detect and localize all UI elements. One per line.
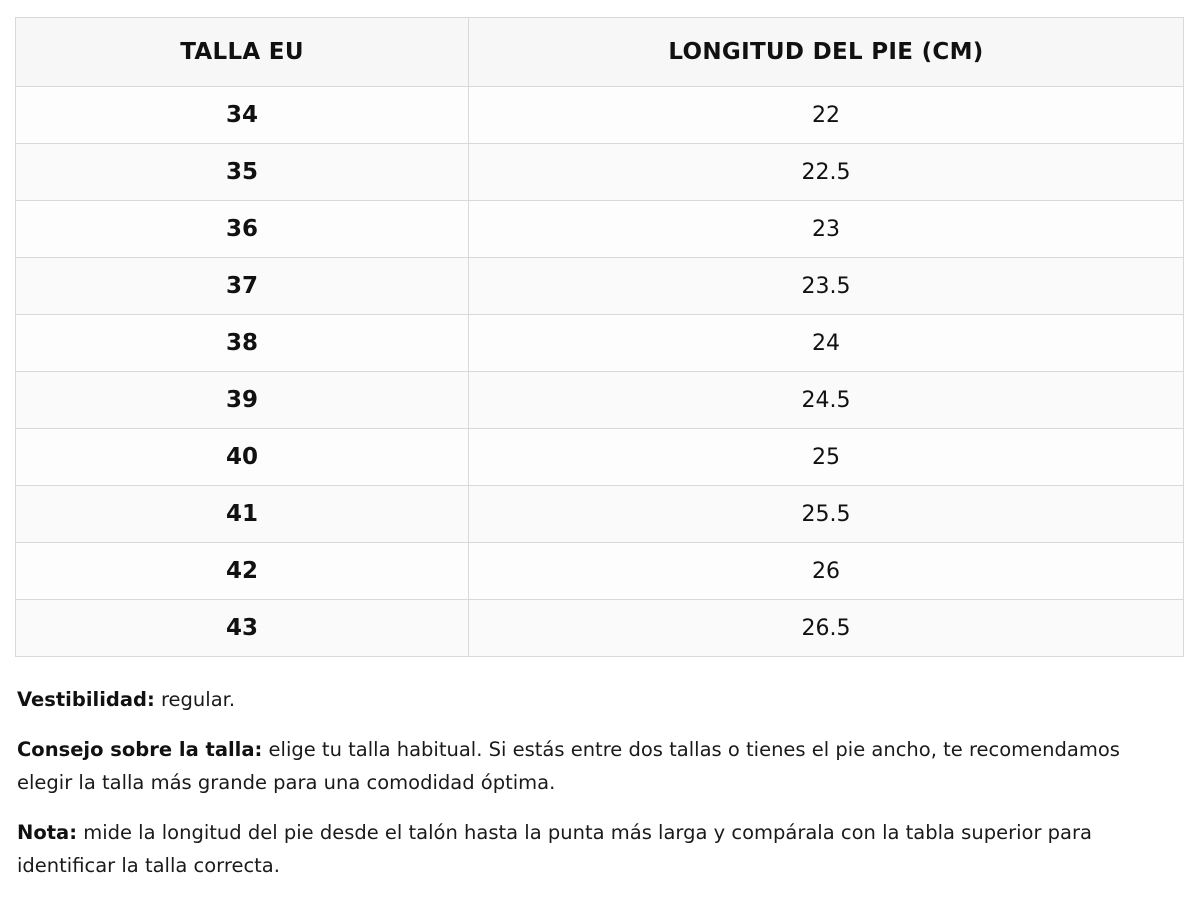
table-row <box>16 201 1184 258</box>
table-row <box>16 429 1184 486</box>
length-cell: 22 <box>469 87 1184 144</box>
measure-note-label: Nota: <box>17 821 77 844</box>
table-row <box>16 258 1184 315</box>
table-row <box>16 87 1184 144</box>
size-advice-label: Consejo sobre la talla: <box>17 738 263 761</box>
length-cell: 25.5 <box>469 486 1184 543</box>
length-cell: 26.5 <box>469 600 1184 657</box>
length-cell: 23.5 <box>469 258 1184 315</box>
size-cell: 40 <box>16 429 469 486</box>
fit-label: Vestibilidad: <box>17 688 155 711</box>
fit-note <box>17 683 1167 716</box>
size-advice-note <box>17 733 1167 799</box>
table-row <box>16 144 1184 201</box>
table-row <box>16 315 1184 372</box>
length-cell: 24 <box>469 315 1184 372</box>
size-cell: 37 <box>16 258 469 315</box>
length-cell: 22.5 <box>469 144 1184 201</box>
header-size-eu: TALLA EU <box>16 18 469 87</box>
length-cell: 25 <box>469 429 1184 486</box>
measure-note-text: mide la longitud del pie desde el talón hasta la punta más larga y compárala con la tabla superior para identificar la talla correcta. <box>17 821 1092 877</box>
table-header-row <box>16 18 1184 87</box>
size-cell: 42 <box>16 543 469 600</box>
size-cell: 41 <box>16 486 469 543</box>
table-row <box>16 543 1184 600</box>
measure-note <box>17 816 1167 882</box>
length-cell: 24.5 <box>469 372 1184 429</box>
table-row <box>16 372 1184 429</box>
table-row <box>16 600 1184 657</box>
size-chart-table <box>15 17 1184 657</box>
length-cell: 26 <box>469 543 1184 600</box>
size-notes <box>17 683 1167 899</box>
size-cell: 34 <box>16 87 469 144</box>
size-cell: 38 <box>16 315 469 372</box>
table-row <box>16 486 1184 543</box>
size-advice-text: elige tu talla habitual. Si estás entre dos tallas o tienes el pie ancho, te recomendamos elegir la talla más grande para una comodidad óptima. <box>17 738 1120 794</box>
size-cell: 36 <box>16 201 469 258</box>
size-cell: 39 <box>16 372 469 429</box>
size-cell: 43 <box>16 600 469 657</box>
length-cell: 23 <box>469 201 1184 258</box>
fit-text: regular. <box>154 688 236 711</box>
header-foot-length: LONGITUD DEL PIE (CM) <box>469 18 1184 87</box>
size-cell: 35 <box>16 144 469 201</box>
